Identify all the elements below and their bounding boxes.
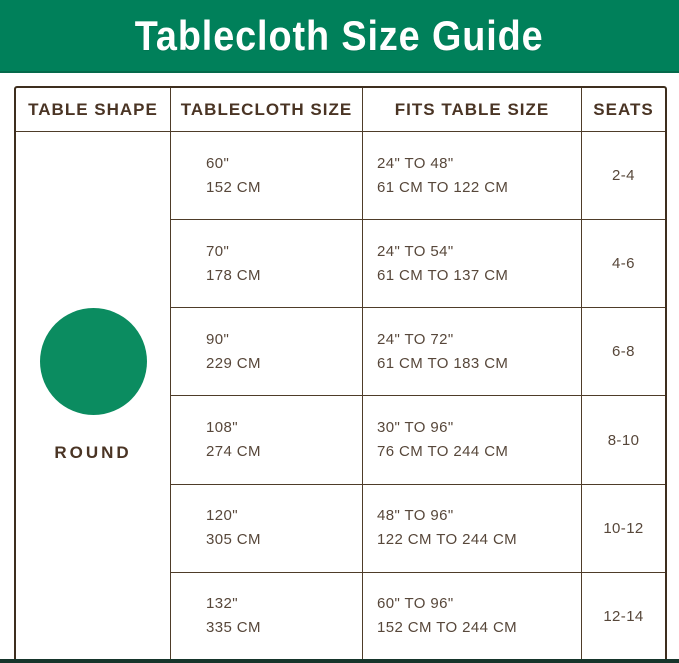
fits-table-size-cell [362, 131, 581, 219]
seats-cell [581, 131, 665, 219]
fits-inches: 24" TO 72" [377, 330, 454, 348]
seats-value: 2-4 [612, 167, 635, 185]
footer-band [0, 659, 679, 663]
seats-cell [581, 395, 665, 483]
fits-inches: 48" TO 96" [377, 507, 454, 525]
seats-cell [581, 219, 665, 307]
seats-cell [581, 307, 665, 395]
tablecloth-size-cell [170, 572, 362, 660]
tablecloth-size-cell [170, 484, 362, 572]
seats-value: 12-14 [603, 607, 644, 625]
column-header-seats: SEATS [581, 88, 665, 131]
title-banner [0, 0, 679, 73]
fits-cm: 61 CM TO 122 CM [377, 178, 509, 196]
seats-cell [581, 484, 665, 572]
fits-table-size-cell [362, 219, 581, 307]
fits-table-size-cell [362, 484, 581, 572]
column-header-fits-table-size: FITS TABLE SIZE [362, 88, 581, 131]
size-cm: 305 CM [206, 531, 261, 549]
fits-cm: 122 CM TO 244 CM [377, 531, 518, 549]
seats-value: 6-8 [612, 343, 635, 361]
size-inches: 120" [206, 507, 238, 525]
shape-label: ROUND [54, 443, 132, 463]
fits-inches: 24" TO 48" [377, 154, 454, 172]
fits-table-size-cell [362, 572, 581, 660]
table-shape-cell [16, 131, 170, 660]
fits-inches: 30" TO 96" [377, 419, 454, 437]
seats-value: 4-6 [612, 255, 635, 273]
size-inches: 70" [206, 242, 230, 260]
fits-table-size-cell [362, 395, 581, 483]
fits-cm: 76 CM TO 244 CM [377, 443, 509, 461]
size-cm: 335 CM [206, 619, 261, 637]
fits-cm: 152 CM TO 244 CM [377, 619, 518, 637]
size-inches: 90" [206, 330, 230, 348]
seats-value: 10-12 [603, 519, 644, 537]
fits-inches: 24" TO 54" [377, 242, 454, 260]
seats-cell [581, 572, 665, 660]
fits-cm: 61 CM TO 137 CM [377, 266, 509, 284]
fits-cm: 61 CM TO 183 CM [377, 354, 509, 372]
seats-value: 8-10 [607, 431, 640, 449]
size-guide-table [14, 86, 667, 662]
page-title: Tablecloth Size Guide [135, 11, 544, 59]
size-inches: 132" [206, 595, 238, 613]
column-header-table-shape: TABLE SHAPE [28, 99, 158, 119]
column-header-tablecloth-size: TABLECLOTH SIZE [170, 88, 362, 131]
size-cm: 178 CM [206, 266, 261, 284]
round-shape-group [40, 308, 147, 463]
size-cm: 152 CM [206, 178, 261, 196]
size-cm: 274 CM [206, 443, 261, 461]
size-inches: 60" [206, 154, 230, 172]
fits-inches: 60" TO 96" [377, 595, 454, 613]
tablecloth-size-cell [170, 307, 362, 395]
size-cm: 229 CM [206, 354, 261, 372]
circle-icon [40, 308, 147, 415]
tablecloth-size-cell [170, 131, 362, 219]
fits-table-size-cell [362, 307, 581, 395]
tablecloth-size-cell [170, 395, 362, 483]
size-inches: 108" [206, 419, 238, 437]
tablecloth-size-cell [170, 219, 362, 307]
